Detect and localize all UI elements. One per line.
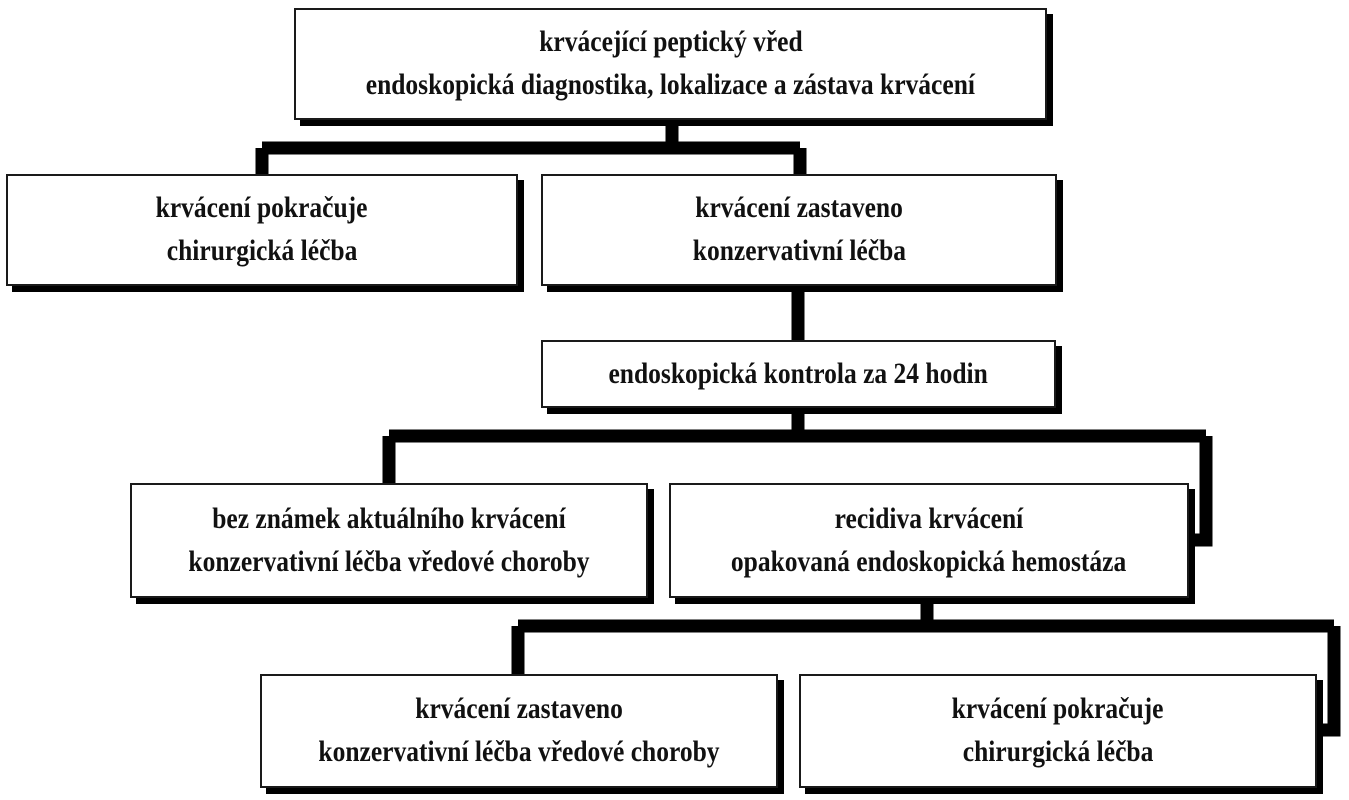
- node-continues-1-line1: krvácení pokračuje: [156, 191, 368, 225]
- node-stopped-1: [541, 174, 1057, 286]
- node-recurrence: [669, 483, 1189, 598]
- node-continues-1-line2: chirurgická léčba: [166, 234, 358, 267]
- connector-root-to-level1: [262, 118, 800, 176]
- node-stopped-1-line1: krvácení zastaveno: [695, 191, 903, 225]
- node-no-bleeding: [130, 483, 648, 598]
- node-stopped-2-line1: krvácení zastaveno: [415, 692, 623, 726]
- node-recurrence-line2: opakovaná endoskopická hemostáza: [731, 544, 1127, 578]
- node-no-bleeding-line1: bez známek aktuálního krvácení: [212, 501, 566, 535]
- node-continues-2: [799, 674, 1317, 788]
- node-root-line1: krvácející peptický vřed: [538, 25, 803, 59]
- node-continues-1: [6, 174, 518, 286]
- node-continues-2-line2: chirurgická léčba: [962, 735, 1154, 768]
- node-continues-2-line1: krvácení pokračuje: [952, 692, 1164, 726]
- node-stopped-2: [260, 674, 778, 788]
- node-stopped-1-line2: konzervativní léčba: [692, 234, 906, 267]
- node-recurrence-line1: recidiva krvácení: [834, 501, 1024, 535]
- node-no-bleeding-line2: konzervativní léčba vředové choroby: [188, 544, 590, 578]
- node-control-line1: endoskopická kontrola za 24 hodin: [608, 356, 989, 390]
- node-stopped-2-line2: konzervativní léčba vředové choroby: [318, 735, 720, 768]
- node-root-line2: endoskopická diagnostika, lokalizace a zástava krvácení: [365, 68, 976, 101]
- node-root: [294, 8, 1047, 120]
- node-control: [541, 340, 1056, 408]
